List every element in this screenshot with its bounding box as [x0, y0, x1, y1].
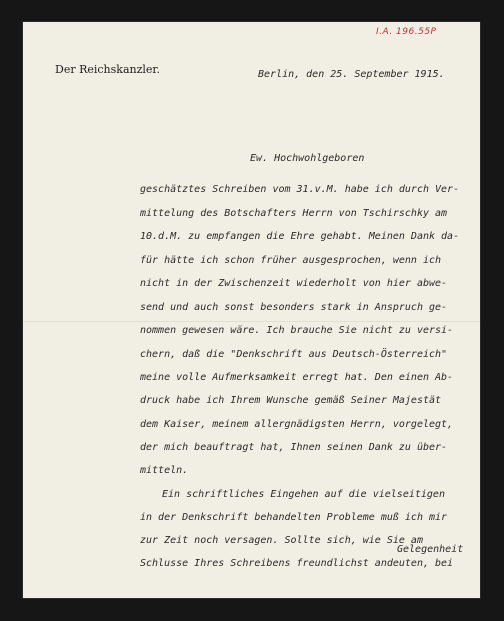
body-line-13: mitteln.: [140, 465, 189, 476]
body-line-10: druck habe ich Ihrem Wunsche gemäß Seiner Majestät: [140, 395, 442, 406]
salutation: Ew. Hochwohlgeboren: [250, 153, 365, 164]
body-line-5: nicht in der Zwischenzeit wiederholt von hier abwe-: [140, 278, 448, 289]
place-date: Berlin, den 25. September 1915.: [258, 69, 445, 80]
closing-word: Gelegenheit: [397, 544, 464, 555]
letterhead: Der Reichskanzler.: [55, 63, 160, 76]
body-line-2: mittelung des Botschafters Herrn von Tschirschky am: [140, 208, 448, 219]
body-line-3: 10.d.M. zu empfangen die Ehre gehabt. Meinen Dank da-: [140, 231, 460, 242]
body-line-9: meine volle Aufmerksamkeit erregt hat. Den einen Ab-: [140, 372, 454, 383]
body-line-11: dem Kaiser, meinem allergnädigsten Herrn, vorgelegt,: [140, 419, 454, 430]
body-line-14: Ein schriftliches Eingehen auf die vielseitigen: [162, 489, 445, 500]
body-line-15: in der Denkschrift behandelten Probleme muß ich mir: [140, 512, 448, 523]
body-line-12: der mich beauftragt hat, Ihnen seinen Dank zu über-: [140, 442, 448, 453]
body-line-1: geschätztes Schreiben vom 31.v.M. habe ich durch Ver-: [140, 184, 460, 195]
letter-sheet: [22, 21, 481, 599]
body-line-8: chern, daß die "Denkschrift aus Deutsch-Österreich": [140, 349, 448, 360]
body-line-17: Schlusse Ihres Schreibens freundlichst andeuten, bei: [140, 558, 454, 569]
body-line-7: nommen gewesen wäre. Ich brauche Sie nicht zu versi-: [140, 325, 454, 336]
body-line-16: zur Zeit noch versagen. Sollte sich, wie Sie am: [140, 535, 423, 546]
archive-mark: I.A. 196.55P: [376, 27, 437, 37]
body-line-6: send und auch sonst besonders stark in Anspruch ge-: [140, 302, 448, 313]
body-line-4: für hätte ich schon früher ausgesprochen, wenn ich: [140, 255, 442, 266]
